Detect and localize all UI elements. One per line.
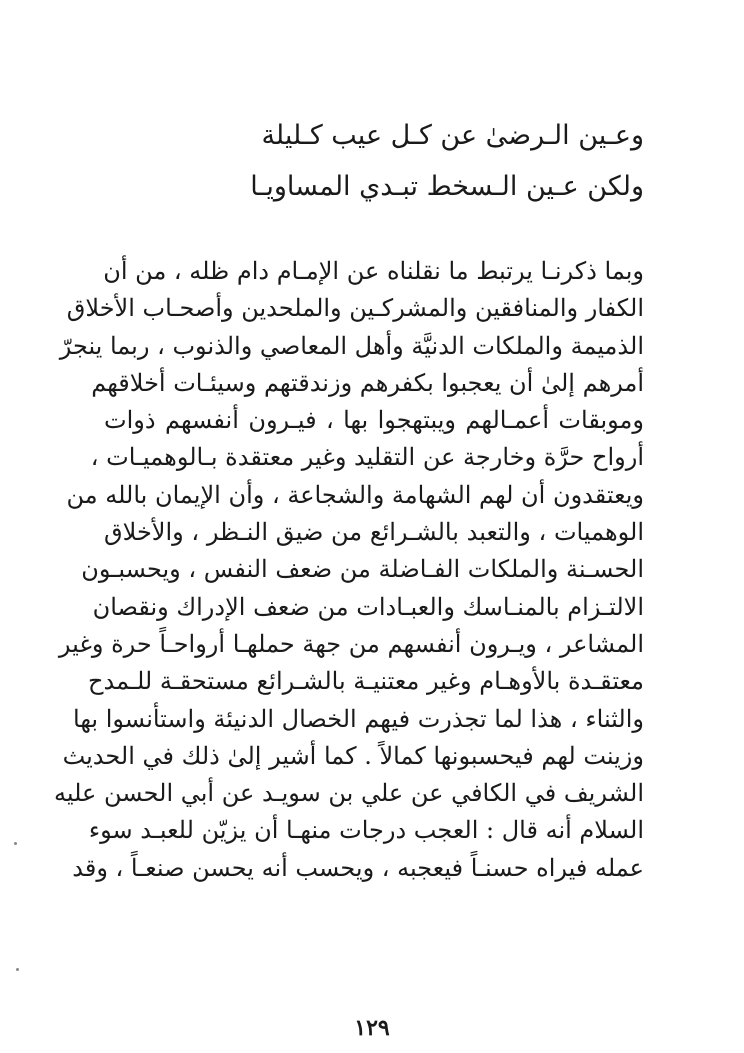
text-line: الحسـنة والملكات الفـاضلة من ضعف النفس ، ويحسبـون bbox=[81, 555, 644, 584]
text-line: الوهميات ، والتعبد بالشـرائع من ضيق النـظر ، والأخلاق bbox=[104, 518, 644, 547]
text-line: المشاعر ، ويـرون أنفسهم من جهة حملهـا أرواحـاً حرة وغير bbox=[58, 629, 644, 658]
margin-speck bbox=[14, 842, 17, 845]
text-line: الشريف في الكافي عن علي بن سويـد عن أبي الحسن عليه bbox=[53, 779, 644, 808]
text-line: ويعتقدون أن لهم الشهامة والشجاعة ، وأن الإيمان بالله من bbox=[66, 480, 644, 509]
body-paragraph bbox=[53, 253, 644, 887]
margin-speck bbox=[16, 968, 19, 971]
poem-verse-1: وعـين الـرضىٰ عن كـل عيب كـليلة bbox=[261, 120, 644, 151]
text-line: الكفار والمنافقين والمشركـين والملحدين وأصحـاب الأخلاق bbox=[66, 294, 644, 323]
text-line: وبما ذكرنـا يرتبط ما نقلناه عن الإمـام دام ظله ، من أن bbox=[103, 257, 644, 285]
text-line: معتقـدة بالأوهـام وغير معتنيـة بالشـرائع مستحقـة للـمدح bbox=[87, 667, 644, 696]
text-line: والثناء ، هذا لما تجذرت فيهم الخصال الدنيئة واستأنسوا بها bbox=[73, 704, 644, 733]
text-line: الذميمة والملكات الدنيَّة وأهل المعاصي والذنوب ، ربما ينجرّ bbox=[59, 331, 644, 360]
text-line: أمرهم إلىٰ أن يعجبوا بكفرهم وزندقتهم وسيئـات أخلاقهم bbox=[91, 368, 644, 397]
text-line: وزينت لهم فيحسبونها كمالاً . كما أشير إلىٰ ذلك في الحديث bbox=[62, 741, 644, 770]
text-line: وموبقات أعمـالهم ويبتهجوا بها ، فيـرون أنفسهم ذوات bbox=[104, 406, 644, 435]
text-line: أرواح حرَّة وخارجة عن التقليد وغير معتقدة بـالوهميـات ، bbox=[90, 443, 644, 472]
text-line: الالتـزام بالمنـاسك والعبـادات من ضعف الإدراك ونقصان bbox=[92, 592, 644, 621]
poem-verse-2: ولكن عـين الـسخط تبـدي المساويـا bbox=[250, 171, 644, 202]
text-line: السلام أنه قال : العجب درجات منهـا أن يزيّن للعبـد سوء bbox=[88, 816, 644, 845]
page-number: ١٢٩ bbox=[354, 1015, 390, 1041]
text-line: عمله فيراه حسنـاً فيعجبه ، ويحسب أنه يحسن صنعـاً ، وقد bbox=[72, 853, 644, 882]
